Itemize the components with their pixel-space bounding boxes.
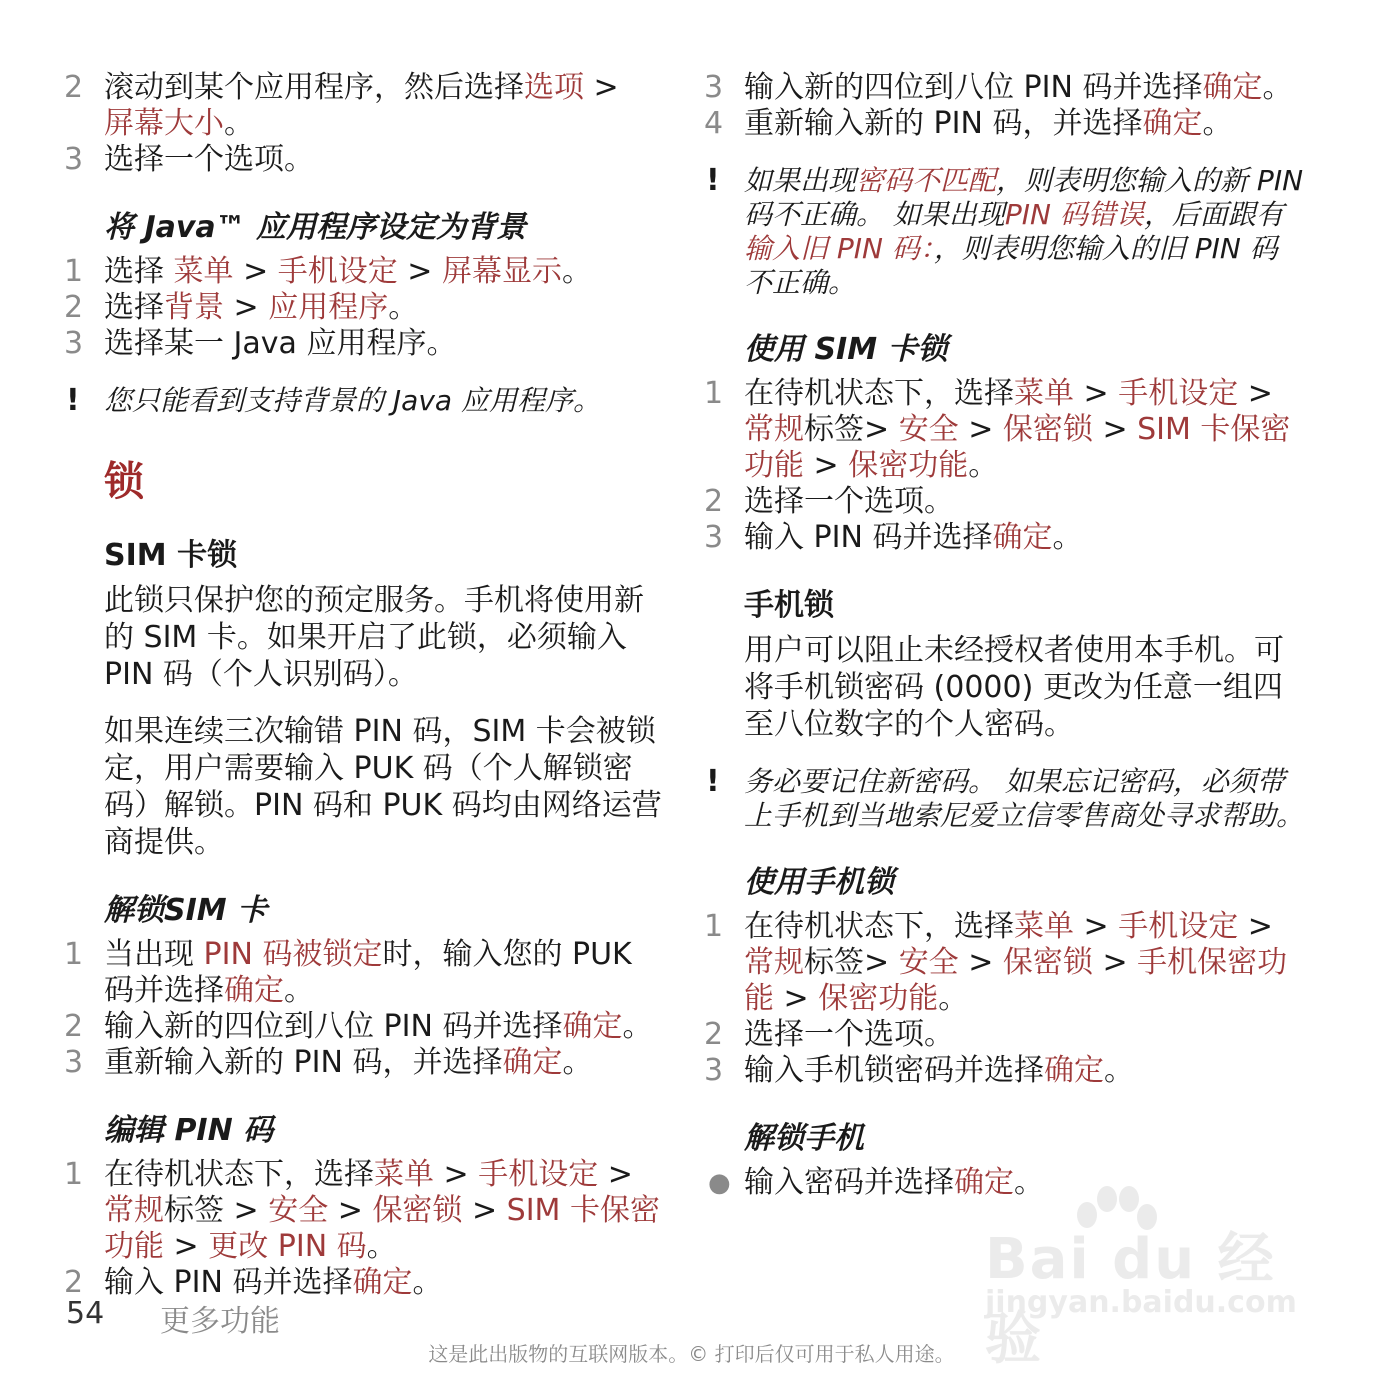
menu-term: 确定 xyxy=(1202,70,1263,105)
step-text: > xyxy=(774,981,819,1016)
step-text: 输入新的四位到八位 PIN 码并选择 xyxy=(744,70,1203,105)
step-text: > xyxy=(164,1229,209,1264)
right-column xyxy=(704,70,1304,1201)
step-item xyxy=(704,909,1304,1017)
step-text: 标签 > xyxy=(164,1193,269,1228)
step-text: 。 xyxy=(224,106,254,141)
step-item xyxy=(64,70,664,142)
step-number: 3 xyxy=(64,142,84,177)
menu-term: 屏幕显示 xyxy=(441,254,562,289)
step-item xyxy=(704,106,1304,142)
step-text: 。 xyxy=(562,1045,593,1080)
step-text: 。 xyxy=(284,973,314,1008)
step-text: 输入 PIN 码并选择 xyxy=(104,1265,353,1300)
step-text: > xyxy=(1092,945,1138,980)
step-number: 1 xyxy=(704,376,724,411)
note-text: 务必要记住新密码。 如果忘记密码，必须带上手机到当地索尼爱立信零售商处寻求帮助。 xyxy=(744,765,1305,832)
menu-term: 确定 xyxy=(954,1165,1014,1200)
step-number: 2 xyxy=(704,1017,724,1052)
exclamation-icon: ! xyxy=(706,163,720,198)
menu-term: 确定 xyxy=(352,1265,413,1300)
menu-term: 手机保密功能 xyxy=(744,945,1288,1016)
step-text: 选择一个选项。 xyxy=(744,1017,954,1052)
menu-term: 手机设定 xyxy=(1118,376,1239,411)
step-item xyxy=(64,326,664,362)
step-item xyxy=(64,290,664,326)
step-text: > xyxy=(1092,412,1138,447)
menu-term: 选项 xyxy=(524,70,584,105)
step-item xyxy=(704,376,1304,484)
left-column xyxy=(64,70,664,1301)
menu-term: PIN 码错误 xyxy=(1004,198,1144,231)
step-text: 选择 xyxy=(104,254,174,289)
step-text: 在待机状态下，选择 xyxy=(744,376,1014,411)
step-number: 1 xyxy=(64,937,84,972)
menu-term: 背景 xyxy=(164,290,224,325)
menu-term: 确定 xyxy=(1044,1053,1104,1088)
step-text: > xyxy=(462,1193,507,1228)
step-text: 在待机状态下，选择 xyxy=(744,909,1014,944)
menu-term: 菜单 xyxy=(1014,909,1074,944)
menu-term: 确定 xyxy=(224,973,284,1008)
subheading-unlock-phone: 解锁手机 xyxy=(744,1121,864,1156)
step-item xyxy=(704,1017,1304,1053)
step-text: 输入新的四位到八位 PIN 码并选择 xyxy=(104,1009,563,1044)
step-number: 4 xyxy=(704,106,724,141)
step-text: 。 xyxy=(1052,520,1083,555)
step-text: 当出现 xyxy=(104,937,204,972)
step-text: 重新输入新的 PIN 码，并选择 xyxy=(104,1045,503,1080)
menu-term: 手机设定 xyxy=(1118,909,1239,944)
paragraph: 如果连续三次输错 PIN 码，SIM 卡会被锁定，用户需要输入 PUK 码（个人解锁密码）解锁。PIN 码和 PUK 码均由网络运营商提供。 xyxy=(104,714,662,860)
exclamation-icon: ! xyxy=(66,383,80,418)
menu-term: 确定 xyxy=(1142,106,1203,141)
step-number: 2 xyxy=(64,1265,84,1300)
bullet-icon: ● xyxy=(708,1168,731,1198)
step-number: 1 xyxy=(64,1157,84,1192)
step-text: 标签> xyxy=(804,412,899,447)
menu-term: SIM 卡保密功能 xyxy=(104,1193,660,1264)
paragraph: 用户可以阻止未经授权者使用本手机。可将手机锁密码 (0000) 更改为任意一组四至八位数字的个人密码。 xyxy=(744,633,1284,742)
menu-term: 输入旧 PIN 码： xyxy=(744,232,934,265)
menu-term: 菜单 xyxy=(1014,376,1074,411)
step-number: 3 xyxy=(64,326,84,361)
menu-term: 保密锁 xyxy=(372,1193,463,1228)
step-text: > xyxy=(397,254,442,289)
step-text: > xyxy=(958,945,1003,980)
subheading-java-background: 将 Java™ 应用程序设定为背景 xyxy=(104,210,527,245)
menu-term: 确定 xyxy=(562,1009,623,1044)
baidu-watermark xyxy=(975,1185,1305,1372)
note xyxy=(64,384,664,418)
step-number: 3 xyxy=(704,1053,724,1088)
step-number: 2 xyxy=(64,290,84,325)
note xyxy=(704,765,1304,833)
step-text: 。 xyxy=(561,254,592,289)
menu-term: 常规 xyxy=(104,1193,164,1228)
menu-term: 保密锁 xyxy=(1002,945,1093,980)
step-text: 滚动到某个应用程序，然后选择 xyxy=(104,70,524,105)
menu-term: 保密功能 xyxy=(818,981,939,1016)
menu-term: 屏幕大小 xyxy=(104,106,224,141)
step-number: 1 xyxy=(64,254,84,289)
step-item xyxy=(704,520,1304,556)
watermark-url: jingyan.baidu.com xyxy=(985,1285,1297,1320)
step-number: 3 xyxy=(704,70,724,105)
step-item xyxy=(64,1045,664,1081)
step-text: 。 xyxy=(1104,1053,1134,1088)
menu-term: 应用程序 xyxy=(268,290,389,325)
step-text: > xyxy=(804,448,849,483)
subheading-edit-pin: 编辑 PIN 码 xyxy=(104,1113,274,1148)
step-text: 输入 PIN 码并选择 xyxy=(744,520,993,555)
step-item xyxy=(64,1009,664,1045)
menu-term: 手机设定 xyxy=(277,254,398,289)
step-text: > xyxy=(958,412,1003,447)
step-text: 。 xyxy=(1262,70,1293,105)
step-text: 。 xyxy=(366,1229,397,1264)
step-number: 3 xyxy=(64,1045,84,1080)
step-text: 重新输入新的 PIN 码，并选择 xyxy=(744,106,1143,141)
subheading-unlock-sim: 解锁SIM 卡 xyxy=(104,893,268,928)
menu-term: 更改 PIN 码 xyxy=(208,1229,367,1264)
step-item xyxy=(704,1053,1304,1089)
step-number: 1 xyxy=(704,909,724,944)
menu-term: 手机设定 xyxy=(478,1157,599,1192)
section-title-lock: 锁 xyxy=(104,459,144,505)
menu-term: SIM 卡保密功能 xyxy=(744,412,1291,483)
step-item xyxy=(704,484,1304,520)
step-text: 标签> xyxy=(804,945,899,980)
page-number: 54 xyxy=(66,1296,105,1331)
menu-term: 菜单 xyxy=(173,254,234,289)
menu-term: 菜单 xyxy=(374,1157,434,1192)
step-number: 2 xyxy=(704,484,724,519)
paragraph: 此锁只保护您的预定服务。手机将使用新的 SIM 卡。如果开启了此锁，必须输入 PIN 码（个人识别码）。 xyxy=(104,583,644,692)
menu-term: 密码不匹配 xyxy=(856,164,997,197)
step-text: > xyxy=(1238,376,1273,411)
step-item xyxy=(64,254,664,290)
step-text: 。 xyxy=(968,448,999,483)
menu-term: 安全 xyxy=(268,1193,329,1228)
watermark-brand: Bai du 经验 xyxy=(985,1227,1276,1372)
step-item xyxy=(64,937,664,1009)
step-text: 。 xyxy=(412,1265,443,1300)
copyright-note: 这是此出版物的互联网版本。© 打印后仅可用于私人用途。 xyxy=(428,1342,955,1366)
menu-term: 确定 xyxy=(502,1045,563,1080)
subheading-use-sim-lock: 使用 SIM 卡锁 xyxy=(744,332,948,367)
step-text: 选择一个选项。 xyxy=(104,142,314,177)
step-text: 选择 xyxy=(104,290,164,325)
step-number: 3 xyxy=(704,520,724,555)
step-text: 输入密码并选择 xyxy=(744,1165,954,1200)
step-text: 选择某一 Java 应用程序。 xyxy=(104,326,457,361)
step-text: 。 xyxy=(1014,1165,1044,1200)
step-text: 选择一个选项。 xyxy=(744,484,954,519)
menu-term: 保密功能 xyxy=(848,448,969,483)
menu-term: 常规 xyxy=(744,945,804,980)
step-item xyxy=(64,1265,664,1301)
step-text: 。 xyxy=(1202,106,1233,141)
step-text: 。 xyxy=(938,981,969,1016)
step-text: 在待机状态下，选择 xyxy=(104,1157,374,1192)
step-item xyxy=(64,1157,664,1265)
subheading-use-phone-lock: 使用手机锁 xyxy=(744,865,894,900)
step-text: > xyxy=(1238,909,1273,944)
step-text: 时，输入您的 PUK 码并选择 xyxy=(104,937,632,1008)
note-text: ，则表明您输入的旧 PIN 码不正确。 xyxy=(744,232,1278,299)
step-text: > xyxy=(1074,909,1119,944)
subheading-sim-lock: SIM 卡锁 xyxy=(104,538,238,573)
step-text: 。 xyxy=(622,1009,653,1044)
note-text: ，则表明您输入的新 PIN 码不正确。 如果出现 xyxy=(744,164,1304,231)
menu-term: 确定 xyxy=(992,520,1053,555)
step-text: > xyxy=(1074,376,1119,411)
note-text: ，后面跟有 xyxy=(1143,198,1284,231)
step-item xyxy=(704,70,1304,106)
step-text: > xyxy=(584,70,619,105)
chapter-title: 更多功能 xyxy=(160,1304,280,1339)
note-text: 您只能看到支持背景的 Java 应用程序。 xyxy=(104,384,601,417)
step-text: > xyxy=(224,290,269,325)
menu-term: 安全 xyxy=(898,945,959,980)
step-text: > xyxy=(328,1193,373,1228)
step-text: 输入手机锁密码并选择 xyxy=(744,1053,1044,1088)
step-text: 。 xyxy=(388,290,419,325)
menu-term: PIN 码被锁定 xyxy=(203,937,383,972)
exclamation-icon: ! xyxy=(706,764,720,799)
step-text: > xyxy=(434,1157,479,1192)
step-number: 2 xyxy=(64,1009,84,1044)
menu-term: 常规 xyxy=(744,412,804,447)
subheading-phone-lock: 手机锁 xyxy=(744,588,834,623)
step-text: > xyxy=(598,1157,633,1192)
menu-term: 保密锁 xyxy=(1002,412,1093,447)
note-text: 如果出现 xyxy=(744,164,857,197)
step-number: 2 xyxy=(64,70,84,105)
note xyxy=(704,164,1304,300)
step-text: > xyxy=(233,254,278,289)
menu-term: 安全 xyxy=(898,412,959,447)
step-item xyxy=(64,142,664,178)
